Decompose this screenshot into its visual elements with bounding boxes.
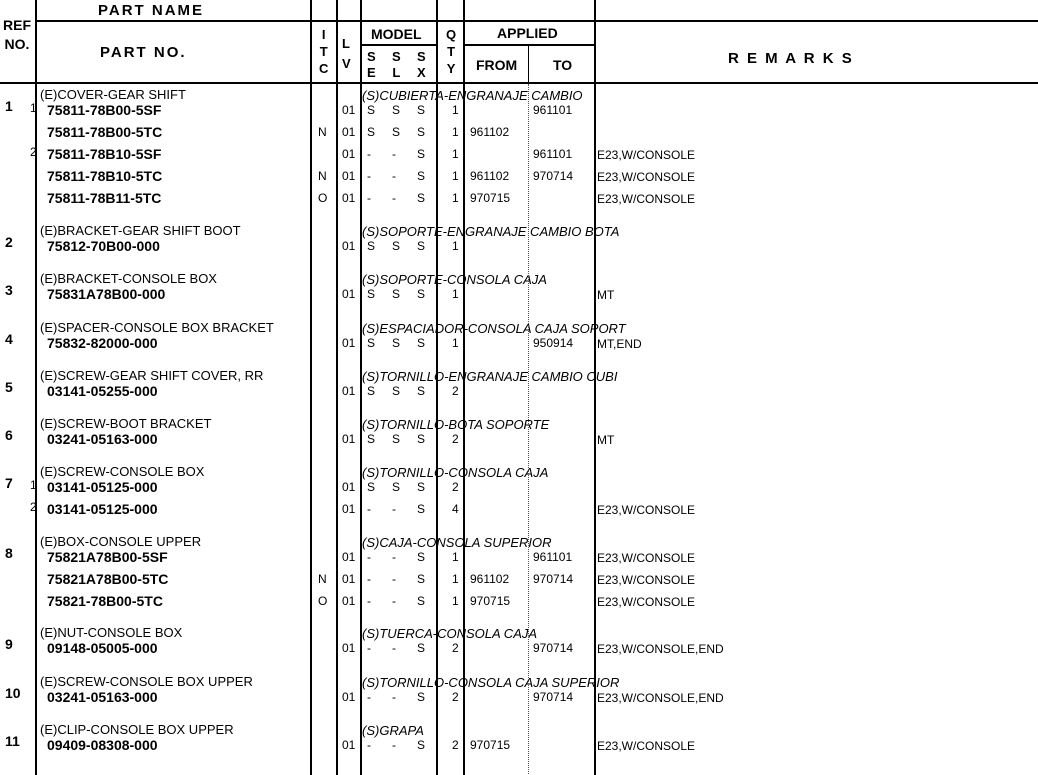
model-se: S xyxy=(367,125,376,139)
part-number: 75811-78B00-5TC xyxy=(47,124,163,140)
model-sx: S xyxy=(417,239,426,253)
applied-to: 970714 xyxy=(533,690,574,704)
quantity: 2 xyxy=(452,432,459,446)
applied-from: 961102 xyxy=(470,125,510,139)
part-number: 03241-05163-000 xyxy=(47,689,158,705)
model-se: - xyxy=(367,572,371,586)
part-number: 75811-78B00-5SF xyxy=(47,102,162,118)
model-se: - xyxy=(367,147,371,161)
model-sx: S xyxy=(417,572,426,586)
applied-to: 961101 xyxy=(533,550,573,564)
model-sl: S xyxy=(392,480,401,494)
part-name-spanish: (S)CAJA-CONSOLA SUPERIOR xyxy=(362,535,552,550)
quantity: 1 xyxy=(452,125,459,139)
header-itc: I T C xyxy=(319,27,329,76)
level: 01 xyxy=(342,125,356,139)
model-sx: S xyxy=(417,594,426,608)
header-to: TO xyxy=(553,57,573,73)
ref-number: 7 xyxy=(5,475,13,491)
level: 01 xyxy=(342,239,356,253)
level: 01 xyxy=(342,738,356,752)
ref-number: 2 xyxy=(5,234,13,250)
quantity: 1 xyxy=(452,147,459,161)
part-name: (E)BOX-CONSOLE UPPER xyxy=(40,534,202,549)
col-rule-remarks xyxy=(594,0,596,775)
header-from: FROM xyxy=(476,57,518,73)
part-name-spanish: (S)TUERCA-CONSOLA CAJA xyxy=(362,626,538,641)
part-number: 03241-05163-000 xyxy=(47,431,158,447)
applied-from: 961102 xyxy=(470,169,510,183)
remarks: E23,W/CONSOLE xyxy=(597,148,696,162)
ref-number: 11 xyxy=(5,733,20,749)
col-rule-applied xyxy=(463,0,465,775)
model-sl: S xyxy=(392,239,401,253)
part-number: 75812-70B00-000 xyxy=(47,238,160,254)
part-number: 09148-05005-000 xyxy=(47,640,158,656)
ref-number: 3 xyxy=(5,282,13,298)
remarks: MT xyxy=(597,288,615,302)
level: 01 xyxy=(342,103,356,117)
ref-number: 9 xyxy=(5,636,13,652)
quantity: 2 xyxy=(452,480,459,494)
applied-to: 970714 xyxy=(533,572,574,586)
applied-to: 961101 xyxy=(533,103,573,117)
ref-number: 5 xyxy=(5,379,13,395)
model-se: S xyxy=(367,336,376,350)
model-sx: S xyxy=(417,125,426,139)
quantity: 1 xyxy=(452,287,459,301)
part-number: 75831A78B00-000 xyxy=(47,286,166,302)
model-se: - xyxy=(367,738,371,752)
part-number: 75811-78B10-5TC xyxy=(47,168,163,184)
col-rule-qty xyxy=(436,0,438,775)
part-name: (E)CLIP-CONSOLE BOX UPPER xyxy=(40,722,234,737)
model-sl: - xyxy=(392,738,396,752)
part-number: 75832-82000-000 xyxy=(47,335,158,351)
header-lv: L V xyxy=(342,36,351,71)
part-name: (E)SCREW-GEAR SHIFT COVER, RR xyxy=(40,368,264,383)
header-rule-bottom xyxy=(0,82,1038,84)
sub-ref: 2 xyxy=(30,145,37,159)
part-name-spanish: (S)TORNILLO-CONSOLA CAJA SUPERIOR xyxy=(362,675,620,690)
model-sl: - xyxy=(392,169,396,183)
model-se: - xyxy=(367,191,371,205)
part-number: 03141-05125-000 xyxy=(47,501,158,517)
header-model: MODEL xyxy=(371,26,422,42)
applied-from: 970715 xyxy=(470,191,511,205)
model-se: - xyxy=(367,502,371,516)
part-name-spanish: (S)TORNILLO-CONSOLA CAJA xyxy=(362,465,549,480)
ref-number: 6 xyxy=(5,427,13,443)
quantity: 1 xyxy=(452,191,459,205)
header-model-se: S E xyxy=(367,49,376,80)
quantity: 1 xyxy=(452,594,459,608)
quantity: 1 xyxy=(452,572,459,586)
part-number: 75811-78B10-5SF xyxy=(47,146,162,162)
remarks: E23,W/CONSOLE,END xyxy=(597,642,724,656)
part-name: (E)SPACER-CONSOLE BOX BRACKET xyxy=(40,320,274,335)
level: 01 xyxy=(342,572,356,586)
part-name-spanish: (S)ESPACIADOR-CONSOLA CAJA SOPORT xyxy=(362,321,626,336)
remarks: E23,W/CONSOLE xyxy=(597,192,696,206)
header-rule-from-to xyxy=(528,45,529,83)
quantity: 1 xyxy=(452,550,459,564)
ref-number: 1 xyxy=(5,98,13,114)
model-se: - xyxy=(367,550,371,564)
remarks: E23,W/CONSOLE xyxy=(597,595,696,609)
model-se: S xyxy=(367,239,376,253)
applied-to: 950914 xyxy=(533,336,574,350)
model-sx: S xyxy=(417,432,426,446)
itc-code: O xyxy=(318,594,328,608)
model-se: - xyxy=(367,641,371,655)
part-name: (E)COVER-GEAR SHIFT xyxy=(40,87,186,102)
col-rule-ref xyxy=(35,0,37,775)
quantity: 1 xyxy=(452,103,459,117)
sub-ref: 2 xyxy=(30,500,37,514)
model-sx: S xyxy=(417,147,426,161)
from-to-divider xyxy=(528,84,529,774)
applied-to: 970714 xyxy=(533,169,574,183)
model-sl: - xyxy=(392,147,396,161)
level: 01 xyxy=(342,550,356,564)
level: 01 xyxy=(342,502,356,516)
part-number: 03141-05125-000 xyxy=(47,479,158,495)
quantity: 2 xyxy=(452,690,459,704)
model-sx: S xyxy=(417,169,426,183)
model-se: S xyxy=(367,384,376,398)
model-sl: - xyxy=(392,594,396,608)
model-se: S xyxy=(367,287,376,301)
header-part-no: PART NO. xyxy=(100,44,187,61)
header-model-sx: S X xyxy=(417,49,426,80)
model-sl: S xyxy=(392,103,401,117)
quantity: 2 xyxy=(452,384,459,398)
level: 01 xyxy=(342,594,356,608)
level: 01 xyxy=(342,336,356,350)
applied-from: 970715 xyxy=(470,594,511,608)
level: 01 xyxy=(342,480,356,494)
model-sl: S xyxy=(392,125,401,139)
model-sl: - xyxy=(392,502,396,516)
header-ref-no: REF NO. xyxy=(3,17,31,52)
remarks: E23,W/CONSOLE xyxy=(597,739,696,753)
ref-number: 8 xyxy=(5,545,13,561)
model-sx: S xyxy=(417,550,426,564)
header-applied: APPLIED xyxy=(497,25,558,41)
remarks: MT,END xyxy=(597,337,642,351)
part-number: 75821A78B00-5SF xyxy=(47,549,168,565)
part-name-spanish: (S)SOPORTE-ENGRANAJE CAMBIO BOTA xyxy=(362,224,620,239)
applied-to: 970714 xyxy=(533,641,574,655)
model-sx: S xyxy=(417,641,426,655)
part-name-spanish: (S)TORNILLO-ENGRANAJE CAMBIO CUBI xyxy=(362,369,618,384)
model-se: S xyxy=(367,480,376,494)
model-sx: S xyxy=(417,502,426,516)
remarks: E23,W/CONSOLE,END xyxy=(597,691,724,705)
part-name: (E)SCREW-BOOT BRACKET xyxy=(40,416,212,431)
quantity: 4 xyxy=(452,502,459,516)
header-remarks: R E M A R K S xyxy=(728,50,854,67)
level: 01 xyxy=(342,432,356,446)
model-sl: S xyxy=(392,336,401,350)
remarks: E23,W/CONSOLE xyxy=(597,170,696,184)
col-rule-model xyxy=(360,0,362,775)
model-sx: S xyxy=(417,384,426,398)
level: 01 xyxy=(342,690,356,704)
model-sx: S xyxy=(417,191,426,205)
remarks: E23,W/CONSOLE xyxy=(597,503,696,517)
model-se: - xyxy=(367,690,371,704)
remarks: MT xyxy=(597,433,615,447)
part-name: (E)BRACKET-GEAR SHIFT BOOT xyxy=(40,223,241,238)
part-name-spanish: (S)CUBIERTA-ENGRANAJE CAMBIO xyxy=(362,88,583,103)
level: 01 xyxy=(342,147,356,161)
header-qty: Q T Y xyxy=(446,27,457,76)
model-sl: S xyxy=(392,287,401,301)
model-sl: - xyxy=(392,690,396,704)
model-sx: S xyxy=(417,480,426,494)
remarks: E23,W/CONSOLE xyxy=(597,551,696,565)
model-sl: - xyxy=(392,550,396,564)
level: 01 xyxy=(342,169,356,183)
header-part-name: PART NAME xyxy=(98,2,205,19)
ref-number: 10 xyxy=(5,685,21,701)
header-model-sl: S L xyxy=(392,49,401,80)
part-name-spanish: (S)GRAPA xyxy=(362,723,424,738)
itc-code: O xyxy=(318,191,328,205)
part-number: 75811-78B11-5TC xyxy=(47,190,162,206)
part-number: 75821A78B00-5TC xyxy=(47,571,169,587)
model-sx: S xyxy=(417,690,426,704)
header-rule-applied xyxy=(464,44,595,46)
model-sx: S xyxy=(417,103,426,117)
header-rule-model xyxy=(361,44,437,46)
quantity: 1 xyxy=(452,239,459,253)
level: 01 xyxy=(342,641,356,655)
quantity: 1 xyxy=(452,336,459,350)
model-sl: - xyxy=(392,641,396,655)
level: 01 xyxy=(342,384,356,398)
header-rule-top xyxy=(36,20,1038,22)
sub-ref: 1 xyxy=(30,101,37,115)
part-name: (E)SCREW-CONSOLE BOX xyxy=(40,464,205,479)
applied-from: 961102 xyxy=(470,572,510,586)
part-name-spanish: (S)SOPORTE-CONSOLA CAJA xyxy=(362,272,547,287)
col-rule-lv xyxy=(336,0,338,775)
model-sl: S xyxy=(392,384,401,398)
part-name-spanish: (S)TORNILLO-BOTA SOPORTE xyxy=(362,417,550,432)
model-se: - xyxy=(367,169,371,183)
level: 01 xyxy=(342,287,356,301)
model-sx: S xyxy=(417,336,426,350)
model-sx: S xyxy=(417,738,426,752)
applied-from: 970715 xyxy=(470,738,511,752)
part-number: 75821-78B00-5TC xyxy=(47,593,163,609)
part-name: (E)NUT-CONSOLE BOX xyxy=(40,625,183,640)
quantity: 2 xyxy=(452,641,459,655)
remarks: E23,W/CONSOLE xyxy=(597,573,696,587)
itc-code: N xyxy=(318,125,327,139)
model-sl: S xyxy=(392,432,401,446)
model-se: - xyxy=(367,594,371,608)
quantity: 1 xyxy=(452,169,459,183)
level: 01 xyxy=(342,191,356,205)
ref-number: 4 xyxy=(5,331,13,347)
part-name: (E)BRACKET-CONSOLE BOX xyxy=(40,271,217,286)
itc-code: N xyxy=(318,169,327,183)
part-number: 09409-08308-000 xyxy=(47,737,158,753)
part-number: 03141-05255-000 xyxy=(47,383,158,399)
model-sl: - xyxy=(392,572,396,586)
model-se: S xyxy=(367,103,376,117)
quantity: 2 xyxy=(452,738,459,752)
model-sx: S xyxy=(417,287,426,301)
col-rule-itc xyxy=(310,0,312,775)
model-sl: - xyxy=(392,191,396,205)
applied-to: 961101 xyxy=(533,147,573,161)
itc-code: N xyxy=(318,572,327,586)
sub-ref: 1 xyxy=(30,478,37,492)
part-name: (E)SCREW-CONSOLE BOX UPPER xyxy=(40,674,253,689)
model-se: S xyxy=(367,432,376,446)
